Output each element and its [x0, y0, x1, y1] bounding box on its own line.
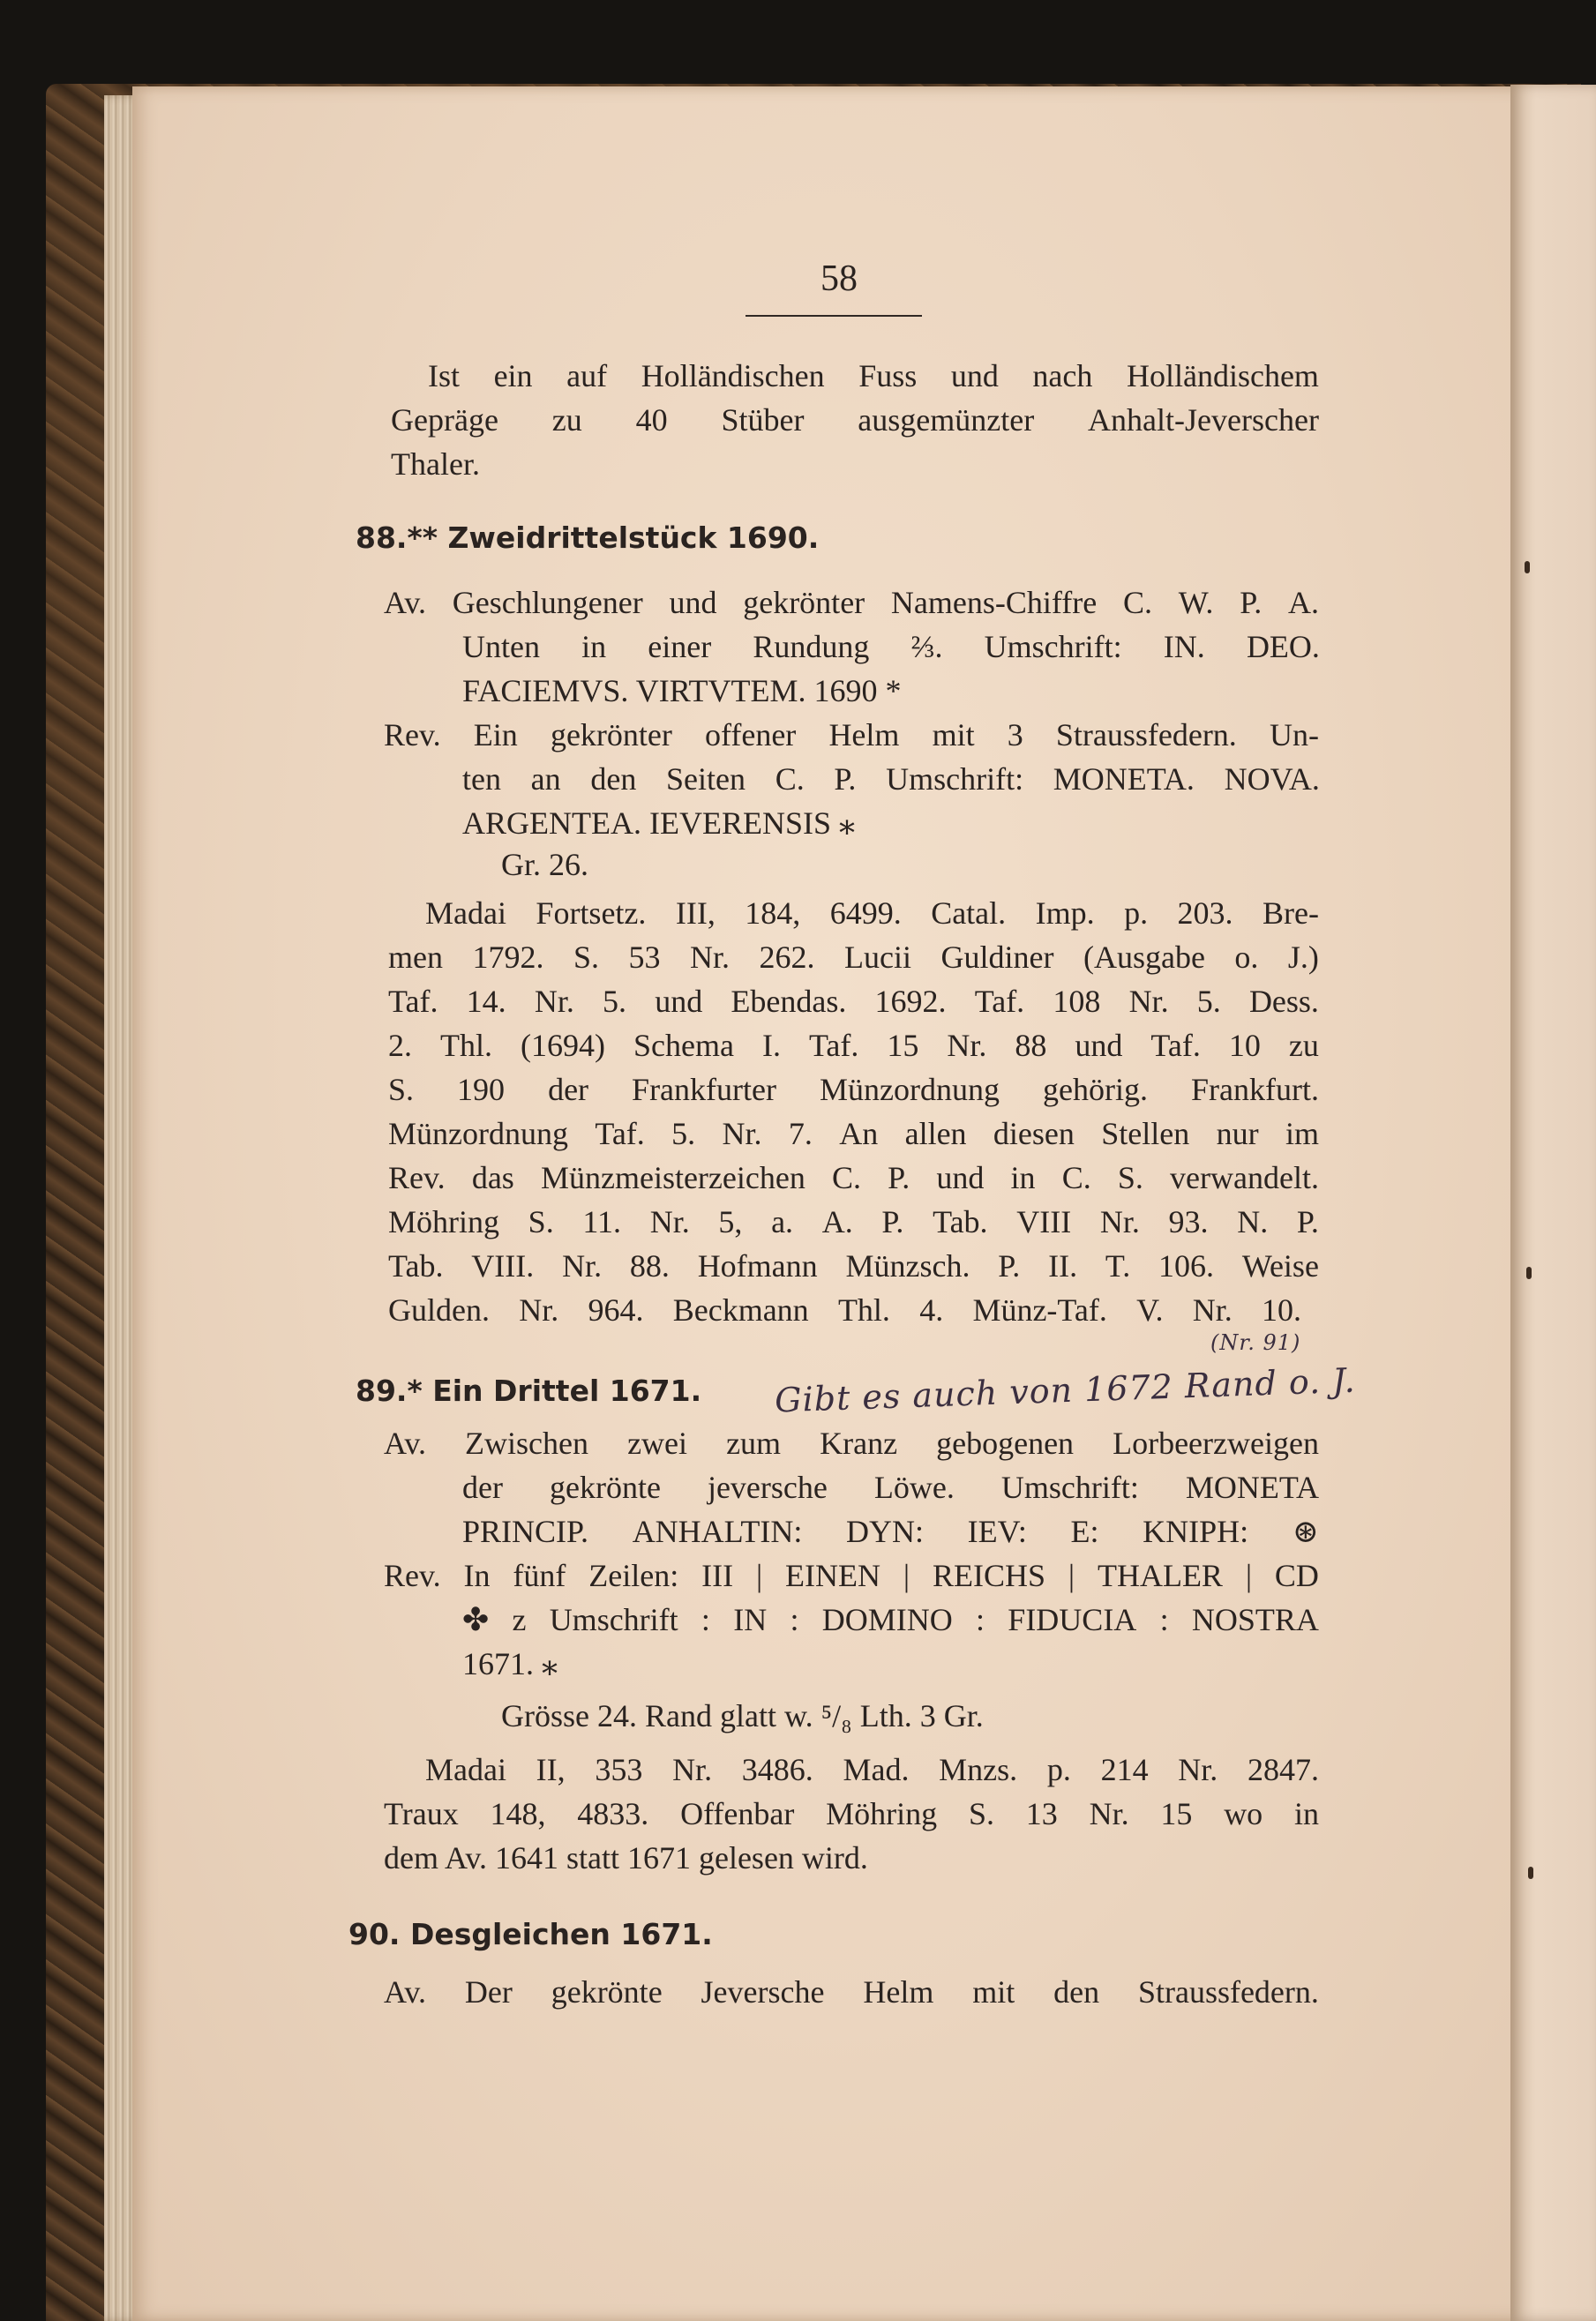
text-line: PRINCIP. ANHALTIN: DYN: IEV: E: KNIPH: ⊛ — [462, 1514, 1319, 1549]
text-line: Grösse 24. Rand glatt w. ⁵/₈ Lth. 3 Gr. — [501, 1698, 984, 1733]
text-line: ARGENTEA. IEVERENSIS ⁎ — [462, 805, 855, 841]
reference-line: men 1792. S. 53 Nr. 262. Lucii Guldiner (Ausgabe o. J.) — [388, 940, 1319, 975]
text-line: Av. Der gekrönte Jeversche Helm mit den Straussfedern. — [384, 1974, 1319, 2010]
entry-heading: 88.** Zweidrittelstück 1690. — [356, 520, 820, 555]
reference-line: Tab. VIII. Nr. 88. Hofmann Münzsch. P. II. T. 106. Weise — [388, 1248, 1319, 1284]
reference-line: Möhring S. 11. Nr. 5, a. A. P. Tab. VIII Nr. 93. N. P. — [388, 1204, 1319, 1239]
reference-line: Traux 148, 4833. Offenbar Möhring S. 13 Nr. 15 wo in — [384, 1796, 1319, 1831]
reference-line: S. 190 der Frankfurter Münzordnung gehörig. Frankfurt. — [388, 1072, 1319, 1107]
text-line: der gekrönte jeversche Löwe. Umschrift: MONETA — [462, 1470, 1319, 1505]
reference-line: Rev. das Münzmeisterzeichen C. P. und in C. S. verwandelt. — [388, 1160, 1319, 1195]
text-line: Rev. In fünf Zeilen: III | EINEN | REICHS | THALER | CD — [384, 1558, 1319, 1593]
text-line: FACIEMVS. VIRTVTEM. 1690 * — [462, 673, 902, 708]
text-line: Thaler. — [391, 446, 480, 482]
reference-line: Gulden. Nr. 964. Beckmann Thl. 4. Münz-Taf. V. Nr. 10. — [388, 1292, 1301, 1328]
reference-line: Madai Fortsetz. III, 184, 6499. Catal. Imp. p. 203. Bre- — [425, 895, 1319, 931]
text-line: ✤ z Umschrift : IN : DOMINO : FIDUCIA : NOSTRA — [462, 1602, 1319, 1637]
text-line: Av. Zwischen zwei zum Kranz gebogenen Lorbeerzweigen — [384, 1426, 1319, 1461]
text-line: Unten in einer Rundung ⅔. Umschrift: IN. DEO. — [462, 629, 1320, 664]
reference-line: 2. Thl. (1694) Schema I. Taf. 15 Nr. 88 und Taf. 10 zu — [388, 1028, 1319, 1063]
text-line: Gr. 26. — [501, 847, 588, 882]
header-rule — [746, 315, 922, 317]
text-line: Gepräge zu 40 Stüber ausgemünzter Anhalt-Jeverscher — [391, 402, 1319, 438]
entry-heading: 90. Desgleichen 1671. — [348, 1917, 713, 1951]
reference-line: Madai II, 353 Nr. 3486. Mad. Mnzs. p. 214 Nr. 2847. — [425, 1752, 1319, 1787]
reference-line: dem Av. 1641 statt 1671 gelesen wird. — [384, 1840, 868, 1876]
entry-heading: 89.* Ein Drittel 1671. — [356, 1374, 702, 1408]
text-line: Rev. Ein gekrönter offener Helm mit 3 Straussfedern. Un- — [384, 717, 1319, 752]
handwritten-reference: (Nr. 91) — [1210, 1330, 1301, 1355]
text-line: Ist ein auf Holländischen Fuss und nach Holländischem — [428, 358, 1319, 393]
text-line: ten an den Seiten C. P. Umschrift: MONETA. NOVA. — [462, 761, 1320, 797]
text-line: Av. Geschlungener und gekrönter Namens-Chiffre C. W. P. A. — [384, 585, 1319, 620]
page-number: 58 — [820, 258, 858, 299]
handwritten-note: Gibt es auch von 1672 Rand o. J. — [774, 1360, 1357, 1420]
text-line: 1671. ⁎ — [462, 1646, 558, 1681]
reference-line: Taf. 14. Nr. 5. und Ebendas. 1692. Taf. 108 Nr. 5. Dess. — [388, 984, 1319, 1019]
reference-line: Münzordnung Taf. 5. Nr. 7. An allen diesen Stellen nur im — [388, 1116, 1319, 1151]
